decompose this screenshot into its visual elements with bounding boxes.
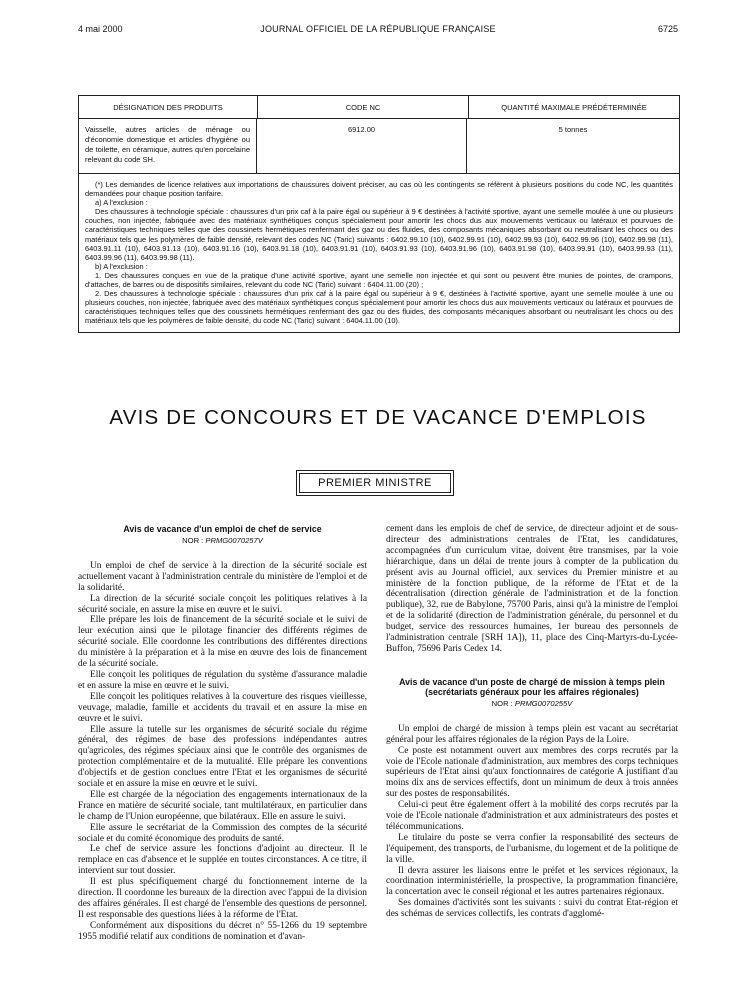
- notice2-nor: [386, 699, 678, 710]
- paragraph: Ses domaines d'activités sont les suivants : suivi du contrat Etat-région et des schémas de services collectifs, les contrats d'agglomé-: [386, 898, 678, 920]
- paragraph: Elle prépare les lois de financement de la sécurité sociale et le suivi de leur exécution ainsi que le pilotage financier des différents régimes de sécurité sociale. Elle coordonne les contributions des différentes directions du ministère à la préparation et à la mise en œuvre des lois de financement de la sécurité sociale.: [78, 615, 367, 670]
- paragraph: Le titulaire du poste se verra confier la responsabilité des secteurs de l'équipement, des transports, de l'urbanisme, du logement et de la politique de la ville.: [386, 832, 678, 865]
- nor-code: PRMG0070255V: [514, 698, 573, 708]
- paragraph: Conformément aux dispositions du décret n° 55-1266 du 19 septembre 1955 modifié relatif aux conditions de nomination et d'avan-: [78, 920, 367, 942]
- nor-code: PRMG0070257V: [205, 536, 263, 545]
- products-table: [78, 95, 680, 333]
- paragraph: Elle assure le secrétariat de la Commission des comptes de la sécurité sociale et du comité économique des produits de santé.: [78, 822, 367, 844]
- section-title: AVIS DE CONCOURS ET DE VACANCE D'EMPLOIS: [109, 406, 647, 429]
- header-quantity: QUANTITÉ MAXIMALE PRÉDÉTERMINÉE: [501, 102, 647, 112]
- note-paragraph: 1. Des chaussures conçues en vue de la pratique d'une activité sportive, ayant une semelle non injectée et qui sont ou peuvent être munies de pointes, de crampons, d'attaches, de barres ou de dispositifs similaires, relevant du code NC (Taric) suivant : 6404.11.00 (20) ;: [85, 270, 673, 290]
- paragraph: Un emploi de chef de service à la direction de la sécurité sociale est actuellement vacant à l'administration centrale du ministère de l'emploi et de la solidarité.: [78, 560, 367, 593]
- paragraph: Elle assure la tutelle sur les organismes de sécurité sociale du régime général, des régimes de base des professions indépendantes autres qu'agricoles, des régimes spéciaux ainsi que le contrôle des organismes de protection complémentaire et de la mutualité. Elle prépare les conventions d'objectifs et de gestion conclues entre l'Etat et les organismes de sécurité sociale et en assure la mise en œuvre et le suivi.: [78, 724, 367, 790]
- table-row: [79, 119, 679, 174]
- notice2-title: Avis de vacance d'un poste de chargé de mission à temps plein (secrétariats généraux pour les affaires régionales): [399, 676, 665, 697]
- nor-label: NOR :: [491, 698, 515, 708]
- left-column: [78, 524, 367, 943]
- note-paragraph: b) A l'exclusion :: [95, 261, 148, 271]
- table-header: [79, 96, 679, 119]
- paragraph: Ce poste est notamment ouvert aux membres des corps recrutés par la voie de l'Ecole nationale d'administration, aux membres des corps techniques supérieurs de l'Etat ainsi qu'aux fonctionnaires de catégorie A justifiant d'au moins dix ans de services effectifs, dont un minimum de deux à trois années sur des postes de responsabilités.: [386, 745, 678, 800]
- ministry-box: [296, 470, 454, 496]
- notice1-title: Avis de vacance d'un emploi de chef de service: [123, 524, 322, 534]
- paragraph: Le chef de service assure les fonctions d'adjoint au directeur. Il le remplace en cas d'absence et le supplée en toutes circonstances. A ce titre, il intervient sur tout dossier.: [78, 844, 367, 877]
- note-paragraph: Des chaussures à technologie spéciale : chaussures d'un prix caf à la paire égal ou supérieur à 9 € destinées à l'activité sportive, ayant une semelle moulée à une ou plusieurs couches, non injectée, fabriquée avec des matériaux synthétiques conçus spécialement pour amortir les chocs dus aux mouvements verticaux ou latéraux et pourvues de caractéristiques techniques telles que des coussinets hermétiques renfermant des gaz ou des fluides, des composants mécaniques absorbant ou neutralisant les chocs ou des matériaux tels que les polymères de faible densité, relevant des codes NC (Taric) suivants : 6402.99.10 (10), 6402.99.91 (10), 6402.99.93 (10), 6402.99.96 (10), 6402.99.98 (11), 6403.91.11 (10), 6403.91.13 (10), 6403.91.16 (10), 6403.91.18 (10), 6403.91.91 (10), 6403.91.93 (10), 6403.91.96 (10), 6403.91.98 (10), 6403.99.91 (10), 6403.99.93 (11), 6403.99.96 (11), 6403.99.98 (11).: [85, 207, 673, 262]
- paragraph: Elle conçoit les politiques de régulation du système d'assurance maladie et en assure la mise en œuvre et le suivi.: [78, 669, 367, 691]
- header-designation: DÉSIGNATION DES PRODUITS: [79, 96, 258, 118]
- paragraph: Un emploi de chargé de mission à temps plein est vacant au secrétariat général pour les affaires régionales de la région Pays de la Loire.: [386, 723, 678, 745]
- ministry-label: PREMIER MINISTRE: [318, 477, 432, 489]
- nor-label: NOR :: [182, 536, 206, 545]
- note-paragraph: a) A l'exclusion :: [95, 198, 148, 208]
- paragraph: La direction de la sécurité sociale conçoit les politiques relatives à la sécurité sociale, en assure la mise en œuvre et le suivi.: [78, 593, 367, 615]
- table-notes: [79, 174, 679, 332]
- header-date: 4 mai 2000: [78, 24, 123, 34]
- paragraph: Elle conçoit les politiques relatives à la couverture des risques vieillesse, veuvage, maladie, famille et accidents du travail et en assure la mise en œuvre et le suivi.: [78, 691, 367, 724]
- paragraph: Celui-ci peut être également offert à la mobilité des corps recrutés par la voie de l'Ecole nationale d'administration et aux administrateurs des postes et télécommunications.: [386, 800, 678, 832]
- notice1-nor: [78, 536, 367, 547]
- note-paragraph: (*) Les demandes de licence relatives aux importations de chaussures doivent préciser, au cas où les contingents se réfèrent à plusieurs positions du code NC, les quantités demandées pour chaque position tarifaire.: [85, 180, 673, 199]
- cell-designation: Vaisselle, autres articles de ménage ou d'économie domestique et articles d'hygiène ou de toilette, en céramique, autres qu'en porcelaine relevant du code SH.: [79, 119, 257, 173]
- header-code-nc: CODE NC: [258, 96, 469, 118]
- cell-quantity: 5 tonnes: [558, 125, 588, 134]
- paragraph: Il est plus spécifiquement chargé du fonctionnement interne de la direction. Il coordonne les bureaux de la direction avec l'appui de la division des affaires générales. Il est chargé de l'ensemble des questions de personnel. Il est responsable des questions liées à la réforme de l'Etat.: [78, 877, 367, 920]
- page-number: 6725: [657, 24, 678, 34]
- cell-code: 6912.00: [257, 119, 467, 173]
- notice1-continuation: cement dans les emplois de chef de service, de directeur adjoint et de sous-directeur des administrations centrales de l'Etat, les candidatures, accompagnées d'un curriculum vitae, doivent être transmises, par la voie hiérarchique, dans un délai de trente jours à compter de la publication du présent avis au Journal officiel, aux services du Premier ministre et au ministère de la fonction publique, de la réforme de l'Etat et de la décentralisation (direction générale de l'administration et de la fonction publique), 32, rue de Babylone, 75700 Paris, ainsi qu'à la ministre de l'emploi et de la solidarité (direction de l'administration générale, du personnel et du budget, service des ressources humaines, 1er bureau des personnels de l'administration centrale [SRH 1A]), 11, place des Cinq-Martyrs-du-Lycée-Buffon, 75696 Paris Cedex 14.: [386, 524, 678, 654]
- note-paragraph: 2. Des chaussures à technologie spéciale : chaussures d'un prix caf à la paire égal ou supérieur à 9 €, destinées à l'activité sportive, ayant une semelle moulée à une ou plusieurs couches, non injectée, fabriquée avec des matériaux synthétiques conçus spécialement pour amortir les chocs dus aux mouvements verticaux ou latéraux et pourvues de caractéristiques techniques telles que des coussinets hermétiques renfermant des gaz ou des fluides, des composants mécaniques absorbant ou neutralisant les chocs ou des matériaux tels que les polymères de faible densité, du code NC (Taric) suivant : 6404.11.00 (10).: [85, 289, 673, 326]
- journal-title: JOURNAL OFFICIEL DE LA RÉPUBLIQUE FRANÇAISE: [260, 24, 496, 34]
- paragraph: Elle est chargée de la négociation des engagements internationaux de la France en matière de sécurité sociale, tant multilatéraux, en particulier dans le champ de l'Union européenne, que bilatéraux. Elle en assure le suivi.: [78, 789, 367, 822]
- right-column: [386, 524, 678, 920]
- paragraph: Il devra assurer les liaisons entre le préfet et les services régionaux, la coordination interministérielle, la prospective, la programmation financière, la concertation avec le conseil régional et les autres partenaires régionaux.: [386, 865, 678, 898]
